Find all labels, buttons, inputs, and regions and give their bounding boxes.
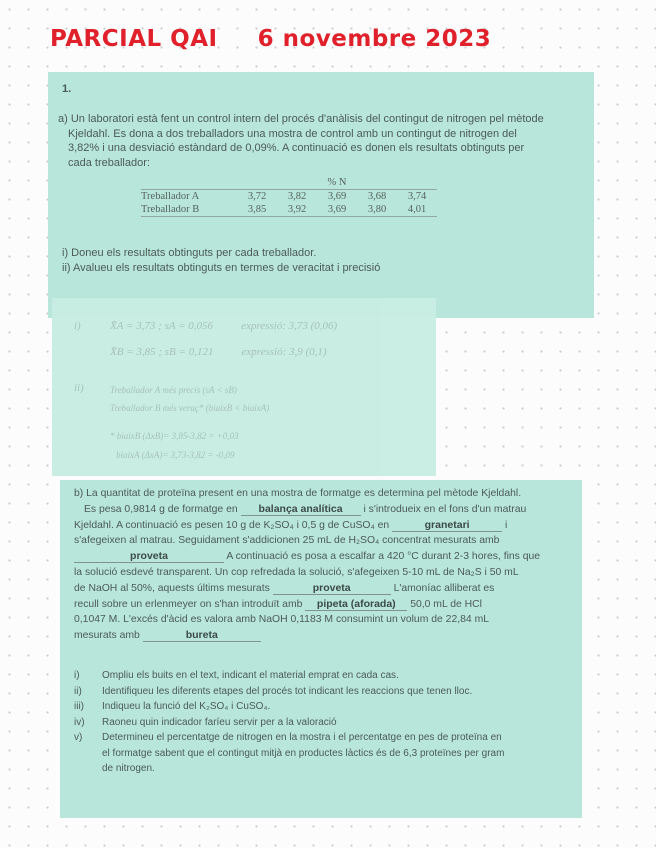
text-fragment: L'amoníac alliberat es: [393, 582, 495, 594]
text-fragment: de NaOH al 50%, aquests últims mesurats: [74, 582, 270, 594]
row-label: Treballador B: [141, 203, 237, 217]
answer-ii-label: ii): [74, 382, 84, 394]
table-cell: 3,92: [277, 203, 317, 217]
question-b-line: [74, 581, 574, 597]
table-cell: 3,69: [317, 203, 357, 217]
item-text: de nitrogen.: [102, 763, 155, 774]
list-item: [74, 746, 574, 762]
table-cell: 3,74: [407, 191, 427, 202]
item-number: [74, 746, 102, 762]
question-b-list: [74, 668, 574, 777]
item-text: Raoneu quin indicador faríeu servir per a la valoració: [102, 716, 337, 728]
answer-ii-line: Treballador B més veraç* (biaixB < biaixA): [110, 403, 270, 413]
table-cell: 3,68: [367, 191, 387, 202]
question-a-line: 3,82% i una desviació estàndard de 0,09%. A continuació es donen els resultats obtinguts per: [68, 142, 525, 154]
question-a-text: [58, 112, 588, 170]
question-b-line: b) La quantitat de proteïna present en una mostra de formatge es determina pel mètode Kjeldahl.: [74, 488, 522, 499]
list-item: [74, 699, 574, 715]
question-a-line: a) Un laboratori està fent un control intern del procés d'anàlisis del contingut de nitrogen pel mètode: [58, 113, 544, 125]
answer-xb: [110, 346, 327, 358]
title-date: 6 novembre 2023: [257, 26, 492, 52]
answer-xb-value: X̄B = 3,85 ; sB = 0,121: [110, 346, 214, 358]
answers-panel: [52, 298, 436, 476]
results-table-header: [141, 176, 437, 190]
text-fragment: i: [505, 519, 508, 531]
table-cell: 3,72: [247, 191, 267, 202]
text-fragment: recull sobre un erlenmeyer on s'han introduït amb: [74, 598, 303, 610]
table-row: [141, 190, 437, 204]
answer-i-label: i): [74, 320, 81, 332]
text-fragment: mesurats amb: [74, 630, 140, 642]
blank-bureta: bureta: [143, 630, 261, 642]
question-a-i: i) Doneu els resultats obtinguts per cada treballador.: [62, 247, 317, 259]
question-b-text: [74, 486, 574, 644]
question-b-line: s'afegeixen al matrau. Seguidament s'addicionen 25 mL de H₂SO₄ concentrat mesurats amb: [74, 535, 500, 547]
text-fragment: A continuació es posa a escalfar a 420 °C durant 2-3 hores, fins que: [226, 551, 541, 563]
text-fragment: Es pesa 0,9814 g de formatge en: [84, 503, 238, 515]
item-number: v): [74, 732, 83, 743]
item-number: iv): [74, 716, 85, 728]
list-item: [74, 730, 574, 746]
list-item: [74, 761, 574, 777]
item-text: Indiqueu la funció del K₂SO₄ i CuSO₄.: [102, 701, 271, 712]
question-a-ii: ii) Avalueu els resultats obtinguts en termes de veracitat i precisió: [62, 262, 381, 274]
answer-ii-line: Treballador A més precís (sA < sB): [110, 385, 237, 395]
question-b-line: [74, 628, 574, 644]
question-b-line: 0,1047 M. L'excés d'àcid es valora amb NaOH 0,1183 M consumint un volum de 22,84 mL: [74, 614, 490, 626]
blank-granetari: granetari: [392, 520, 502, 532]
list-item: [74, 684, 574, 700]
item-text: Ompliu els buits en el text, indicant el material emprat en cada cas.: [102, 670, 399, 681]
question-b-line: la solució esdevé transparent. Un cop refredada la solució, s'afegeixen 5-10 mL de Na₂S i 50 mL: [74, 566, 519, 578]
item-text: el formatge sabent que el contingut mitjà en productes làctics és de 6,3 proteïnes per gram: [102, 747, 505, 759]
text-fragment: Kjeldahl. A continuació es pesen 10 g de K₂SO₄ i 0,5 g de CuSO₄ en: [74, 519, 390, 531]
table-cell: 3,69: [327, 191, 347, 202]
item-text: Identifiqueu les diferents etapes del procés tot indicant les reaccions que tenen lloc.: [102, 685, 473, 697]
question-a-panel: [48, 72, 594, 318]
table-cell: 4,01: [397, 203, 437, 217]
question-b-line: [74, 549, 574, 565]
question-b-line: [74, 502, 574, 518]
question-b-line: [74, 518, 574, 534]
text-fragment: i s'introdueix en el fons d'un matrau: [363, 503, 527, 515]
answer-xb-expression: expressió: 3,9 (0,1): [241, 346, 327, 358]
table-cell: 3,85: [237, 203, 277, 217]
item-number: [74, 761, 102, 777]
blank-pipeta: pipeta (aforada): [305, 599, 407, 611]
question-a-line: cada treballador:: [68, 156, 150, 169]
table-cell: 3,80: [357, 203, 397, 217]
blank-balanca: balança analítica: [241, 504, 361, 516]
results-unit: % N: [317, 176, 357, 190]
item-number: iii): [74, 701, 84, 712]
row-label: Treballador A: [141, 191, 200, 202]
item-number: i): [74, 670, 80, 681]
item-text: Determineu el percentatge de nitrogen en la mostra i el percentatge en pes de proteïna en: [102, 732, 502, 743]
question-a-line: Kjeldahl. Es dona a dos treballadors una mostra de control amb un contingut de nitrogen del: [68, 127, 517, 140]
table-cell: 3,82: [287, 191, 307, 202]
answer-xa: [110, 320, 337, 332]
answer-xa-value: X̄A = 3,73 ; sA = 0,056: [110, 320, 214, 332]
results-table: [141, 176, 437, 217]
list-item: [74, 668, 574, 684]
answer-ii-line: * biaixB (ΔxB)= 3,85-3,82 = +0,03: [110, 431, 239, 441]
blank-proveta-2: proveta: [273, 583, 391, 595]
question-b-line: [74, 597, 574, 613]
answer-xa-expression: expressió: 3,73 (0,06): [241, 320, 338, 332]
question-b-panel: [60, 480, 582, 818]
answer-ii-line: biaixA (ΔxA)= 3,73-3,82 = -0,09: [116, 450, 235, 460]
blank-proveta-1: proveta: [74, 551, 224, 563]
title-text: PARCIAL QAI: [50, 26, 218, 52]
page-title: [50, 26, 491, 52]
list-item: [74, 715, 574, 731]
question-number: 1.: [62, 83, 72, 95]
text-fragment: 50,0 mL de HCl: [410, 598, 482, 610]
table-row: [141, 203, 437, 217]
item-number: ii): [74, 685, 82, 697]
